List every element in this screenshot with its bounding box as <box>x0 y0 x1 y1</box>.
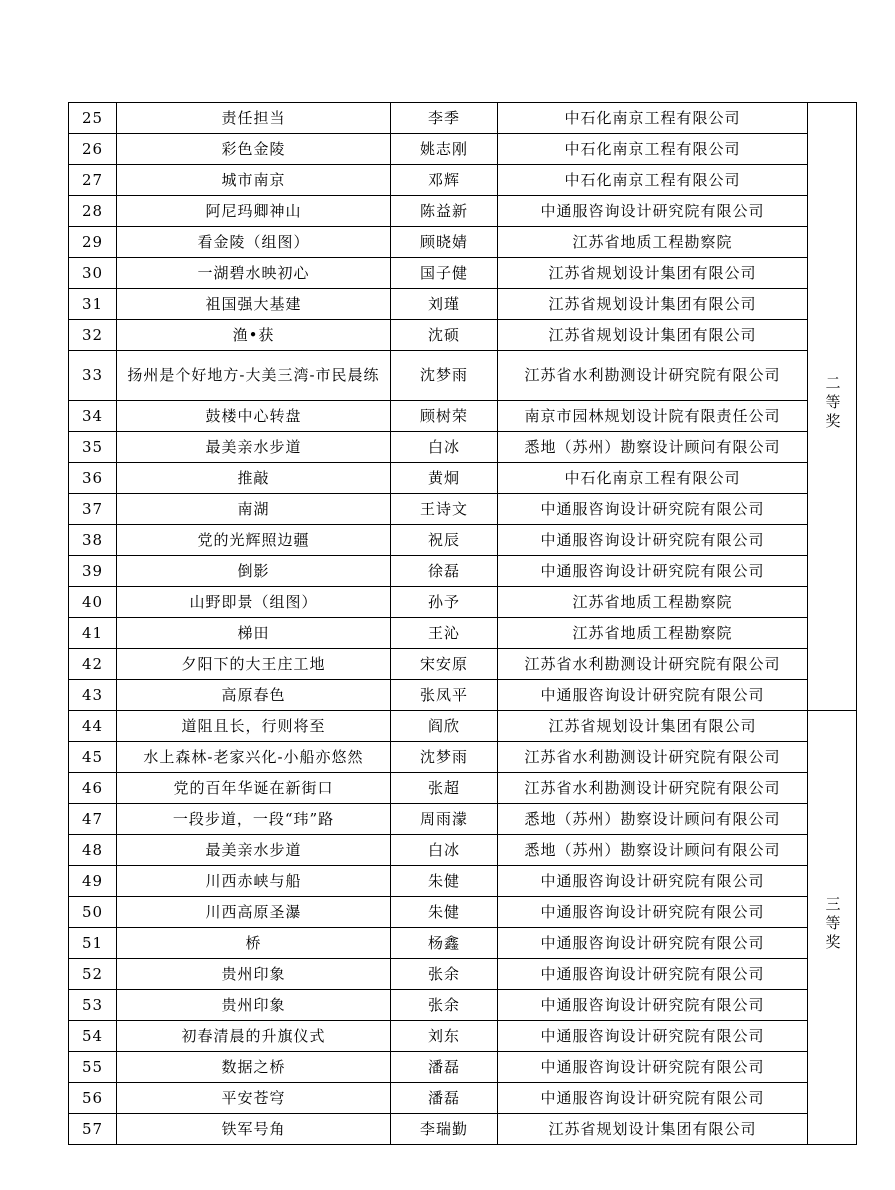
work-title: 桥 <box>117 928 391 959</box>
work-title: 看金陵（组图） <box>117 227 391 258</box>
work-title: 渔•获 <box>117 320 391 351</box>
author-name: 黄炯 <box>391 463 498 494</box>
organization-name: 中通服咨询设计研究院有限公司 <box>498 1021 808 1052</box>
organization-name: 中石化南京工程有限公司 <box>498 165 808 196</box>
work-title: 扬州是个好地方-大美三湾-市民晨练 <box>117 351 391 401</box>
work-title: 党的光辉照边疆 <box>117 525 391 556</box>
organization-name: 江苏省规划设计集团有限公司 <box>498 258 808 289</box>
organization-name: 江苏省水利勘测设计研究院有限公司 <box>498 649 808 680</box>
row-number: 57 <box>69 1114 117 1145</box>
organization-name: 悉地（苏州）勘察设计顾问有限公司 <box>498 432 808 463</box>
row-number: 48 <box>69 835 117 866</box>
author-name: 杨鑫 <box>391 928 498 959</box>
work-title: 道阻且长，行则将至 <box>117 711 391 742</box>
table-row <box>69 835 857 866</box>
author-name: 邓辉 <box>391 165 498 196</box>
organization-name: 中石化南京工程有限公司 <box>498 103 808 134</box>
work-title: 彩色金陵 <box>117 134 391 165</box>
table-row <box>69 289 857 320</box>
organization-name: 悉地（苏州）勘察设计顾问有限公司 <box>498 804 808 835</box>
table-row <box>69 227 857 258</box>
author-name: 张余 <box>391 959 498 990</box>
author-name: 王诗文 <box>391 494 498 525</box>
organization-name: 江苏省地质工程勘察院 <box>498 618 808 649</box>
row-number: 35 <box>69 432 117 463</box>
author-name: 刘东 <box>391 1021 498 1052</box>
author-name: 顾树荣 <box>391 401 498 432</box>
grade-third-prize <box>808 711 857 1145</box>
author-name: 祝辰 <box>391 525 498 556</box>
work-title: 贵州印象 <box>117 959 391 990</box>
row-number: 28 <box>69 196 117 227</box>
author-name: 白冰 <box>391 835 498 866</box>
work-title: 铁军号角 <box>117 1114 391 1145</box>
work-title: 推敲 <box>117 463 391 494</box>
work-title: 川西赤峡与船 <box>117 866 391 897</box>
award-list-body <box>69 103 857 1145</box>
organization-name: 中通服咨询设计研究院有限公司 <box>498 1083 808 1114</box>
table-row <box>69 773 857 804</box>
organization-name: 中通服咨询设计研究院有限公司 <box>498 556 808 587</box>
work-title: 一湖碧水映初心 <box>117 258 391 289</box>
table-row <box>69 649 857 680</box>
work-title: 水上森林-老家兴化-小船亦悠然 <box>117 742 391 773</box>
author-name: 姚志刚 <box>391 134 498 165</box>
row-number: 45 <box>69 742 117 773</box>
row-number: 47 <box>69 804 117 835</box>
row-number: 50 <box>69 897 117 928</box>
author-name: 周雨濛 <box>391 804 498 835</box>
organization-name: 中石化南京工程有限公司 <box>498 463 808 494</box>
work-title: 最美亲水步道 <box>117 432 391 463</box>
organization-name: 江苏省规划设计集团有限公司 <box>498 711 808 742</box>
work-title: 城市南京 <box>117 165 391 196</box>
row-number: 54 <box>69 1021 117 1052</box>
table-row <box>69 525 857 556</box>
work-title: 祖国强大基建 <box>117 289 391 320</box>
organization-name: 江苏省规划设计集团有限公司 <box>498 289 808 320</box>
work-title: 高原春色 <box>117 680 391 711</box>
table-row <box>69 165 857 196</box>
row-number: 25 <box>69 103 117 134</box>
table-row <box>69 711 857 742</box>
organization-name: 中通服咨询设计研究院有限公司 <box>498 928 808 959</box>
organization-name: 中通服咨询设计研究院有限公司 <box>498 897 808 928</box>
author-name: 白冰 <box>391 432 498 463</box>
author-name: 张凤平 <box>391 680 498 711</box>
work-title: 最美亲水步道 <box>117 835 391 866</box>
organization-name: 江苏省水利勘测设计研究院有限公司 <box>498 773 808 804</box>
table-row <box>69 897 857 928</box>
row-number: 40 <box>69 587 117 618</box>
row-number: 42 <box>69 649 117 680</box>
row-number: 56 <box>69 1083 117 1114</box>
work-title: 梯田 <box>117 618 391 649</box>
author-name: 张余 <box>391 990 498 1021</box>
table-row <box>69 1114 857 1145</box>
work-title: 责任担当 <box>117 103 391 134</box>
grade-second-prize <box>808 103 857 711</box>
table-row <box>69 1021 857 1052</box>
work-title: 数据之桥 <box>117 1052 391 1083</box>
organization-name: 中通服咨询设计研究院有限公司 <box>498 494 808 525</box>
row-number: 43 <box>69 680 117 711</box>
table-row <box>69 494 857 525</box>
author-name: 朱健 <box>391 866 498 897</box>
row-number: 30 <box>69 258 117 289</box>
row-number: 29 <box>69 227 117 258</box>
grade-label: 三等奖 <box>823 896 842 953</box>
table-row <box>69 320 857 351</box>
grade-label: 二等奖 <box>823 375 842 432</box>
organization-name: 悉地（苏州）勘察设计顾问有限公司 <box>498 835 808 866</box>
table-row <box>69 1052 857 1083</box>
work-title: 鼓楼中心转盘 <box>117 401 391 432</box>
organization-name: 江苏省地质工程勘察院 <box>498 227 808 258</box>
author-name: 徐磊 <box>391 556 498 587</box>
row-number: 31 <box>69 289 117 320</box>
author-name: 李季 <box>391 103 498 134</box>
table-row <box>69 258 857 289</box>
organization-name: 江苏省规划设计集团有限公司 <box>498 320 808 351</box>
row-number: 32 <box>69 320 117 351</box>
table-row <box>69 351 857 401</box>
table-row <box>69 134 857 165</box>
row-number: 27 <box>69 165 117 196</box>
row-number: 55 <box>69 1052 117 1083</box>
row-number: 46 <box>69 773 117 804</box>
table-row <box>69 618 857 649</box>
author-name: 阎欣 <box>391 711 498 742</box>
table-row <box>69 556 857 587</box>
row-number: 37 <box>69 494 117 525</box>
author-name: 王沁 <box>391 618 498 649</box>
table-row <box>69 401 857 432</box>
table-row <box>69 959 857 990</box>
work-title: 平安苍穹 <box>117 1083 391 1114</box>
table-row <box>69 432 857 463</box>
award-list-table <box>68 102 857 1145</box>
row-number: 33 <box>69 351 117 401</box>
table-row <box>69 463 857 494</box>
organization-name: 中通服咨询设计研究院有限公司 <box>498 866 808 897</box>
author-name: 沈梦雨 <box>391 742 498 773</box>
author-name: 刘瑾 <box>391 289 498 320</box>
organization-name: 中通服咨询设计研究院有限公司 <box>498 680 808 711</box>
work-title: 倒影 <box>117 556 391 587</box>
author-name: 孙予 <box>391 587 498 618</box>
table-row <box>69 804 857 835</box>
organization-name: 中通服咨询设计研究院有限公司 <box>498 959 808 990</box>
table-row <box>69 587 857 618</box>
author-name: 张超 <box>391 773 498 804</box>
table-row <box>69 1083 857 1114</box>
author-name: 宋安原 <box>391 649 498 680</box>
row-number: 52 <box>69 959 117 990</box>
row-number: 53 <box>69 990 117 1021</box>
organization-name: 江苏省规划设计集团有限公司 <box>498 1114 808 1145</box>
row-number: 39 <box>69 556 117 587</box>
table-row <box>69 928 857 959</box>
organization-name: 中通服咨询设计研究院有限公司 <box>498 1052 808 1083</box>
work-title: 党的百年华诞在新街口 <box>117 773 391 804</box>
table-row <box>69 742 857 773</box>
table-row <box>69 103 857 134</box>
work-title: 一段步道，一段“玮”路 <box>117 804 391 835</box>
organization-name: 南京市园林规划设计院有限责任公司 <box>498 401 808 432</box>
author-name: 顾晓婧 <box>391 227 498 258</box>
organization-name: 江苏省水利勘测设计研究院有限公司 <box>498 742 808 773</box>
organization-name: 中通服咨询设计研究院有限公司 <box>498 525 808 556</box>
row-number: 34 <box>69 401 117 432</box>
row-number: 41 <box>69 618 117 649</box>
row-number: 38 <box>69 525 117 556</box>
table-row <box>69 990 857 1021</box>
row-number: 51 <box>69 928 117 959</box>
work-title: 贵州印象 <box>117 990 391 1021</box>
row-number: 36 <box>69 463 117 494</box>
work-title: 夕阳下的大王庄工地 <box>117 649 391 680</box>
row-number: 49 <box>69 866 117 897</box>
table-row <box>69 196 857 227</box>
organization-name: 中通服咨询设计研究院有限公司 <box>498 196 808 227</box>
table-row <box>69 680 857 711</box>
row-number: 26 <box>69 134 117 165</box>
organization-name: 中石化南京工程有限公司 <box>498 134 808 165</box>
author-name: 潘磊 <box>391 1083 498 1114</box>
table-row <box>69 866 857 897</box>
work-title: 阿尼玛卿神山 <box>117 196 391 227</box>
organization-name: 江苏省水利勘测设计研究院有限公司 <box>498 351 808 401</box>
organization-name: 中通服咨询设计研究院有限公司 <box>498 990 808 1021</box>
row-number: 44 <box>69 711 117 742</box>
author-name: 沈硕 <box>391 320 498 351</box>
work-title: 山野即景（组图） <box>117 587 391 618</box>
author-name: 沈梦雨 <box>391 351 498 401</box>
author-name: 国子健 <box>391 258 498 289</box>
organization-name: 江苏省地质工程勘察院 <box>498 587 808 618</box>
work-title: 南湖 <box>117 494 391 525</box>
work-title: 川西高原圣瀑 <box>117 897 391 928</box>
author-name: 李瑞勤 <box>391 1114 498 1145</box>
work-title: 初春清晨的升旗仪式 <box>117 1021 391 1052</box>
author-name: 潘磊 <box>391 1052 498 1083</box>
author-name: 朱健 <box>391 897 498 928</box>
author-name: 陈益新 <box>391 196 498 227</box>
